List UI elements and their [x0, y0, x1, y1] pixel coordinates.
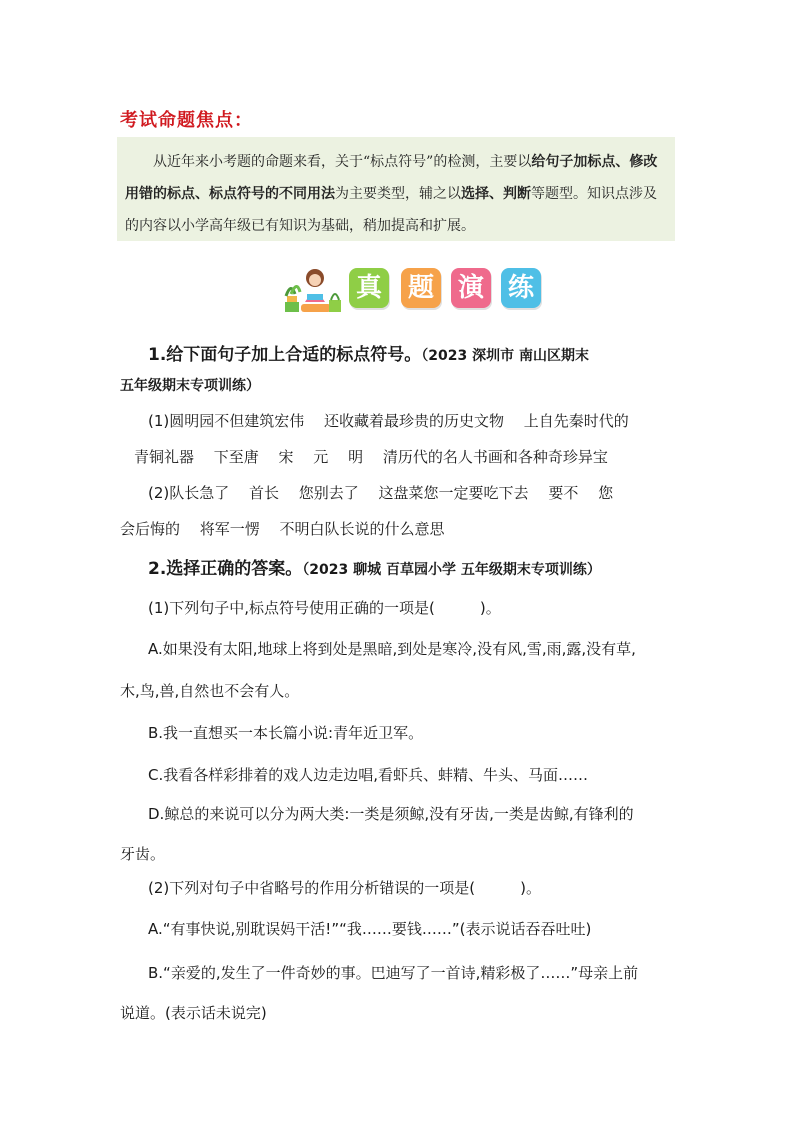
- question-1-source: （2023 深圳市 南山区期末: [421, 348, 590, 364]
- q1-item-2-line-2: 会后悔的 将军一愣 不明白队长说的什么意思: [120, 520, 445, 538]
- focus-title: 考试命题焦点：: [120, 110, 253, 131]
- q2-sub-2-option-b-line-1: B.“亲爱的,发生了一件奇妙的事。巴迪写了一首诗,精彩极了……”母亲上前: [148, 964, 639, 982]
- focus-box: [117, 137, 675, 241]
- practice-banner: [283, 264, 543, 314]
- question-1-title: 1.给下面句子加上合适的标点符号。: [148, 345, 422, 365]
- q2-option-a-line-2: 木,鸟,兽,自然也不会有人。: [120, 682, 300, 700]
- q2-option-a-line-1: A.如果没有太阳,地球上将到处是黑暗,到处是寒冷,没有风,雪,雨,露,没有草,: [148, 640, 636, 658]
- q2-sub-2: (2)下列对句子中省略号的作用分析错误的一项是( )。: [148, 879, 541, 897]
- q2-sub-2-option-a: A.“有事快说,别耽误妈干活!”“我……要钱……”(表示说话吞吞吐吐): [148, 920, 592, 938]
- question-2-source: （2023 聊城 百草园小学 五年级期末专项训练）: [302, 562, 601, 578]
- q2-sub-2-option-b-line-2: 说道。(表示话未说完): [120, 1004, 267, 1022]
- q2-option-c: C.我看各样彩排着的戏人边走边唱,看虾兵、蚌精、牛头、马面……: [148, 766, 589, 784]
- q2-option-d-line-1: D.鲸总的来说可以分为两大类:一类是须鲸,没有牙齿,一类是齿鲸,有锋利的: [148, 805, 634, 823]
- focus-bold-1: 给句子加标点、修改用错的标点、标点符号的不同用法: [125, 154, 658, 202]
- q1-item-1-line-1: (1)圆明园不但建筑宏伟 还收藏着最珍贵的历史文物 上自先秦时代的: [148, 412, 629, 430]
- q1-item-1-line-2: 青铜礼器 下至唐 宋 元 明 清历代的名人书画和各种奇珍异宝: [134, 448, 608, 466]
- q2-option-b: B.我一直想买一本长篇小说:青年近卫军。: [148, 724, 424, 742]
- banner-tile-1: 真: [349, 268, 389, 308]
- q2-option-d-line-2: 牙齿。: [120, 845, 166, 863]
- question-1-line: [148, 340, 589, 365]
- banner-tile-2: 题: [401, 268, 441, 308]
- q2-sub-1: (1)下列句子中,标点符号使用正确的一项是( )。: [148, 599, 501, 617]
- q1-item-2-line-1: (2)队长急了 首长 您别去了 这盘菜您一定要吃下去 要不 您: [148, 484, 614, 502]
- focus-bold-2: 选择、判断: [461, 186, 531, 202]
- focus-text-2: 为主要类型，辅之以: [335, 186, 461, 202]
- question-1-source-cont: 五年级期末专项训练）: [120, 378, 260, 394]
- banner-tile-3: 演: [451, 268, 491, 308]
- question-2-title: 2.选择正确的答案。: [148, 559, 303, 579]
- question-2-line: [148, 554, 601, 579]
- focus-text-1: 从近年来小考题的命题来看，关于“标点符号”的检测，主要以: [153, 154, 532, 170]
- banner-tile-4: 练: [501, 268, 541, 308]
- reading-girl-illustration-icon: [283, 264, 345, 314]
- focus-text-3: 等题型。知识点涉及的内容以小学高年级已有知识为基础，稍加提高和扩展。: [125, 186, 657, 234]
